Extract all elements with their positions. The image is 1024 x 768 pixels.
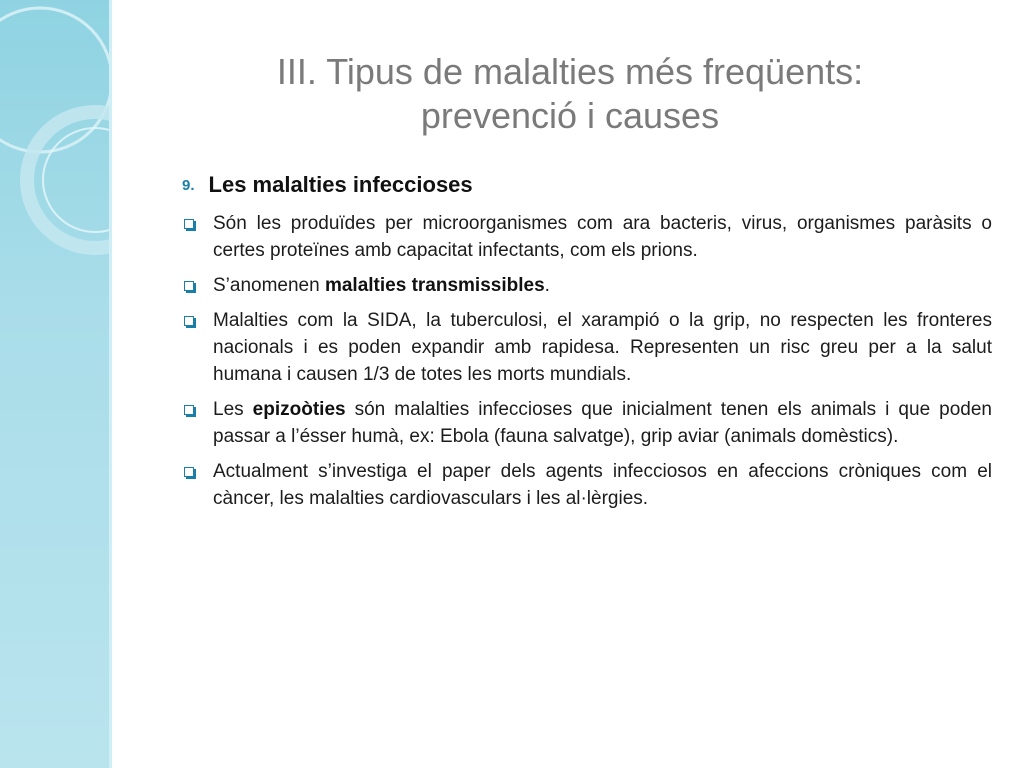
square-bullet-icon [184,281,194,291]
list-item-text: Actualment s’investiga el paper dels agents infecciosos en afeccions cròniques com el càncer, les malalties cardiovasculars i les al·lèrgies. [213,461,992,509]
list-item [182,272,992,299]
section-heading-text: Les malalties infeccioses [208,172,473,197]
decorative-sidebar [0,0,112,768]
square-bullet-icon [184,316,194,326]
slide-title-line-2: prevenció i causes [420,95,720,136]
slide-title [140,50,1000,138]
square-bullet-icon [184,405,194,415]
sidebar-edge [109,0,112,768]
slide-title-line-1: III. Tipus de malalties més freqüents: [276,51,864,92]
list-item-text: Són les produïdes per microorganismes com ara bacteris, virus, organismes paràsits o certes proteïnes amb capacitat infectants, com els prions. [213,213,992,261]
list-item-text-end: són malalties infeccioses que inicialment tenen els animals i que poden passar a l’ésser humà, ex: Ebola (fauna salvatge), grip aviar (animals domèstics). [213,399,992,447]
list-item-text: Malalties com la SIDA, la tuberculosi, el xarampió o la grip, no respecten les fronteres nacionals i es poden expandir amb rapidesa. Representen un risc greu per a la salut humana i causen 1/3 de totes les morts mundials. [213,310,992,385]
section-number: 9. [182,177,195,194]
list-item [182,458,992,512]
list-item-bold-term: malalties transmissibles [324,275,545,296]
list-item-text: S’anomenen [213,275,325,296]
list-item [182,396,992,450]
section-heading [182,170,1002,201]
list-item-bold-term: epizoòties [252,399,346,420]
list-item [182,210,992,264]
decorative-circles [0,0,112,768]
list-item [182,307,992,388]
square-bullet-icon [184,219,194,229]
bullet-list [182,210,992,520]
list-item-text-end: . [544,275,550,296]
square-bullet-icon [184,467,194,477]
list-item-text: Les [213,399,253,420]
